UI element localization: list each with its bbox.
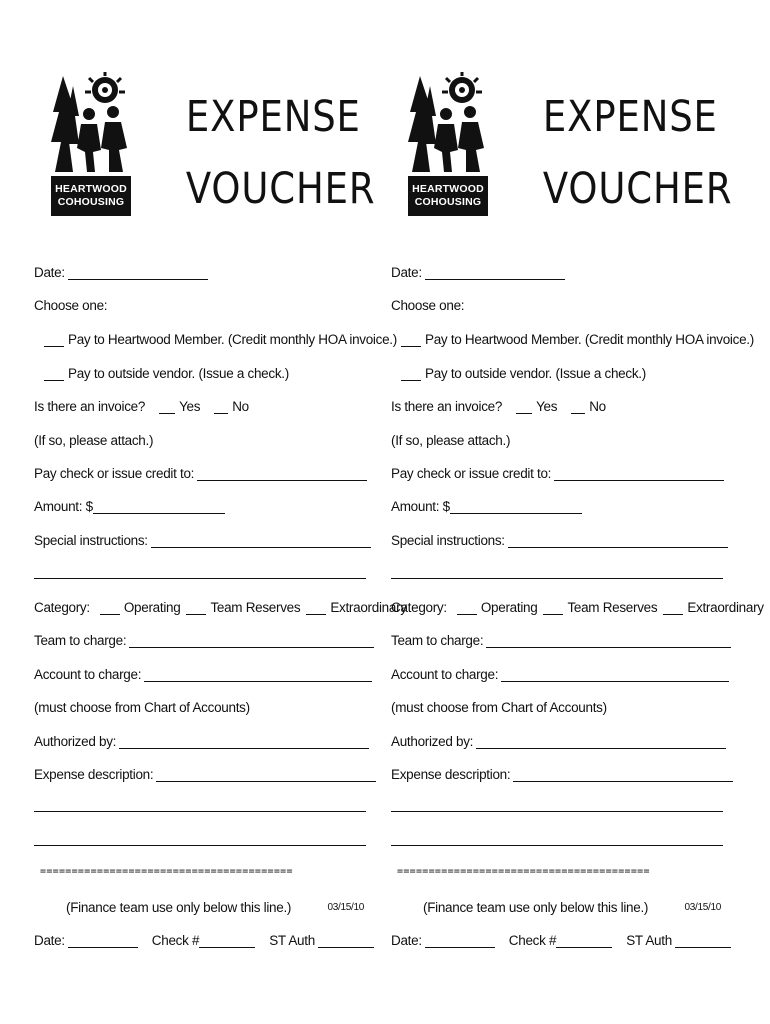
pay-to-field[interactable] [554, 466, 724, 481]
category-operating-label: Operating [480, 600, 538, 615]
account-label: Account to charge: [391, 667, 499, 682]
logo-text-cohousing: COHOUSING [57, 196, 125, 208]
amount-label: Amount: $ [34, 499, 93, 514]
category-reserves-checkbox[interactable] [186, 600, 206, 615]
invoice-row [391, 392, 606, 414]
pay-to-label: Pay check or issue credit to: [34, 466, 195, 481]
date-field[interactable] [68, 265, 208, 280]
option-member-checkbox[interactable] [44, 332, 64, 347]
authorized-label: Authorized by: [34, 734, 117, 749]
invoice-yes-label: Yes [179, 399, 201, 414]
amount-row [34, 492, 225, 514]
heartwood-logo [49, 72, 131, 216]
special-field-line-2[interactable] [34, 578, 366, 579]
heartwood-logo [406, 72, 488, 216]
amount-field[interactable] [450, 499, 582, 514]
date-label: Date: [391, 265, 422, 280]
date-label: Date: [34, 265, 65, 280]
title-voucher: VOUCHER [185, 164, 376, 214]
finance-date-label: Date: [34, 933, 65, 948]
special-field-line-2[interactable] [391, 578, 723, 579]
special-label: Special instructions: [391, 533, 505, 548]
logo-nameplate [408, 176, 488, 216]
st-auth-label: ST Auth [626, 933, 672, 948]
authorized-row [391, 727, 726, 749]
account-row [391, 660, 729, 682]
logo-text-heartwood: HEARTWOOD [412, 183, 484, 195]
option-member-row [44, 325, 397, 347]
option-vendor-row [401, 359, 646, 381]
option-vendor-label: Pay to outside vendor. (Issue a check.) [68, 366, 289, 381]
description-field-line-3[interactable] [34, 845, 366, 846]
revision-date: 03/15/10 [327, 902, 364, 913]
team-label: Team to charge: [34, 633, 127, 648]
option-vendor-row [44, 359, 289, 381]
title-voucher: VOUCHER [542, 164, 733, 214]
logo-text-cohousing: COHOUSING [414, 196, 482, 208]
option-vendor-checkbox[interactable] [44, 366, 64, 381]
amount-label: Amount: $ [391, 499, 450, 514]
invoice-question: Is there an invoice? [34, 399, 146, 414]
trees-and-figures-logo-art [49, 72, 131, 176]
option-vendor-checkbox[interactable] [401, 366, 421, 381]
invoice-no-label: No [232, 399, 249, 414]
category-extraordinary-label: Extraordinary [687, 600, 764, 615]
date-row [34, 258, 208, 280]
team-row [391, 626, 731, 648]
special-field[interactable] [508, 533, 728, 548]
authorized-field[interactable] [476, 734, 726, 749]
team-field[interactable] [129, 633, 374, 648]
finance-note: (Finance team use only below this line.) [66, 900, 292, 915]
title-expense: EXPENSE [185, 92, 361, 142]
category-reserves-label: Team Reserves [567, 600, 658, 615]
invoice-question: Is there an invoice? [391, 399, 503, 414]
description-label: Expense description: [391, 767, 511, 782]
finance-date-label: Date: [391, 933, 422, 948]
category-label: Category: [34, 600, 90, 615]
check-number-field[interactable] [556, 933, 612, 948]
category-row [34, 593, 407, 615]
pay-to-row [391, 459, 724, 481]
pay-to-field[interactable] [197, 466, 367, 481]
invoice-no-checkbox[interactable] [571, 399, 585, 414]
finance-fields-row [391, 926, 731, 948]
description-field[interactable] [156, 767, 376, 782]
category-operating-checkbox[interactable] [100, 600, 120, 615]
team-row [34, 626, 374, 648]
st-auth-label: ST Auth [269, 933, 315, 948]
invoice-yes-checkbox[interactable] [159, 399, 175, 414]
option-vendor-label: Pay to outside vendor. (Issue a check.) [425, 366, 646, 381]
choose-one-label: Choose one: [34, 298, 108, 313]
logo-nameplate [51, 176, 131, 216]
logo-text-heartwood: HEARTWOOD [55, 183, 127, 195]
revision-date: 03/15/10 [684, 902, 721, 913]
authorized-field[interactable] [119, 734, 369, 749]
category-operating-checkbox[interactable] [457, 600, 477, 615]
category-extraordinary-label: Extraordinary [330, 600, 407, 615]
description-row [34, 760, 376, 782]
expense-voucher-right [391, 0, 764, 1024]
description-field-line-2[interactable] [34, 811, 366, 812]
account-row [34, 660, 372, 682]
st-auth-field[interactable] [675, 933, 731, 948]
finance-fields-row [34, 926, 374, 948]
special-row [34, 526, 371, 548]
description-row [391, 760, 733, 782]
pay-to-label: Pay check or issue credit to: [391, 466, 552, 481]
team-field[interactable] [486, 633, 731, 648]
check-number-label: Check # [508, 933, 557, 948]
finance-separator: ======================================== [397, 866, 650, 877]
coa-note: (must choose from Chart of Accounts) [34, 700, 250, 715]
invoice-no-checkbox[interactable] [214, 399, 228, 414]
finance-note-row [391, 893, 723, 915]
title-expense: EXPENSE [542, 92, 718, 142]
description-label: Expense description: [34, 767, 154, 782]
expense-voucher-left [34, 0, 407, 1024]
category-reserves-checkbox[interactable] [543, 600, 563, 615]
description-field-line-2[interactable] [391, 811, 723, 812]
option-member-row [401, 325, 754, 347]
option-member-label: Pay to Heartwood Member. (Credit monthly HOA invoice.) [68, 332, 397, 347]
amount-row [391, 492, 582, 514]
description-field-line-3[interactable] [391, 845, 723, 846]
team-label: Team to charge: [391, 633, 484, 648]
check-number-field[interactable] [199, 933, 255, 948]
category-row [391, 593, 764, 615]
trees-and-figures-logo-art [406, 72, 488, 176]
finance-note-row [34, 893, 366, 915]
finance-date-field[interactable] [425, 933, 495, 948]
amount-field[interactable] [93, 499, 225, 514]
coa-note: (must choose from Chart of Accounts) [391, 700, 607, 715]
invoice-row [34, 392, 249, 414]
special-row [391, 526, 728, 548]
category-extraordinary-checkbox[interactable] [663, 600, 683, 615]
category-extraordinary-checkbox[interactable] [306, 600, 326, 615]
check-number-label: Check # [151, 933, 200, 948]
finance-separator: ======================================== [40, 866, 293, 877]
date-row [391, 258, 565, 280]
st-auth-field[interactable] [318, 933, 374, 948]
description-field[interactable] [513, 767, 733, 782]
choose-one-label: Choose one: [391, 298, 465, 313]
attach-note: (If so, please attach.) [391, 433, 511, 448]
invoice-yes-checkbox[interactable] [516, 399, 532, 414]
option-member-label: Pay to Heartwood Member. (Credit monthly HOA invoice.) [425, 332, 754, 347]
account-label: Account to charge: [34, 667, 142, 682]
account-field[interactable] [501, 667, 729, 682]
attach-note: (If so, please attach.) [34, 433, 154, 448]
date-field[interactable] [425, 265, 565, 280]
special-field[interactable] [151, 533, 371, 548]
invoice-yes-label: Yes [536, 399, 558, 414]
category-reserves-label: Team Reserves [210, 600, 301, 615]
authorized-label: Authorized by: [391, 734, 474, 749]
category-operating-label: Operating [123, 600, 181, 615]
pay-to-row [34, 459, 367, 481]
invoice-no-label: No [589, 399, 606, 414]
finance-date-field[interactable] [68, 933, 138, 948]
account-field[interactable] [144, 667, 372, 682]
special-label: Special instructions: [34, 533, 148, 548]
authorized-row [34, 727, 369, 749]
finance-note: (Finance team use only below this line.) [423, 900, 649, 915]
option-member-checkbox[interactable] [401, 332, 421, 347]
category-label: Category: [391, 600, 447, 615]
